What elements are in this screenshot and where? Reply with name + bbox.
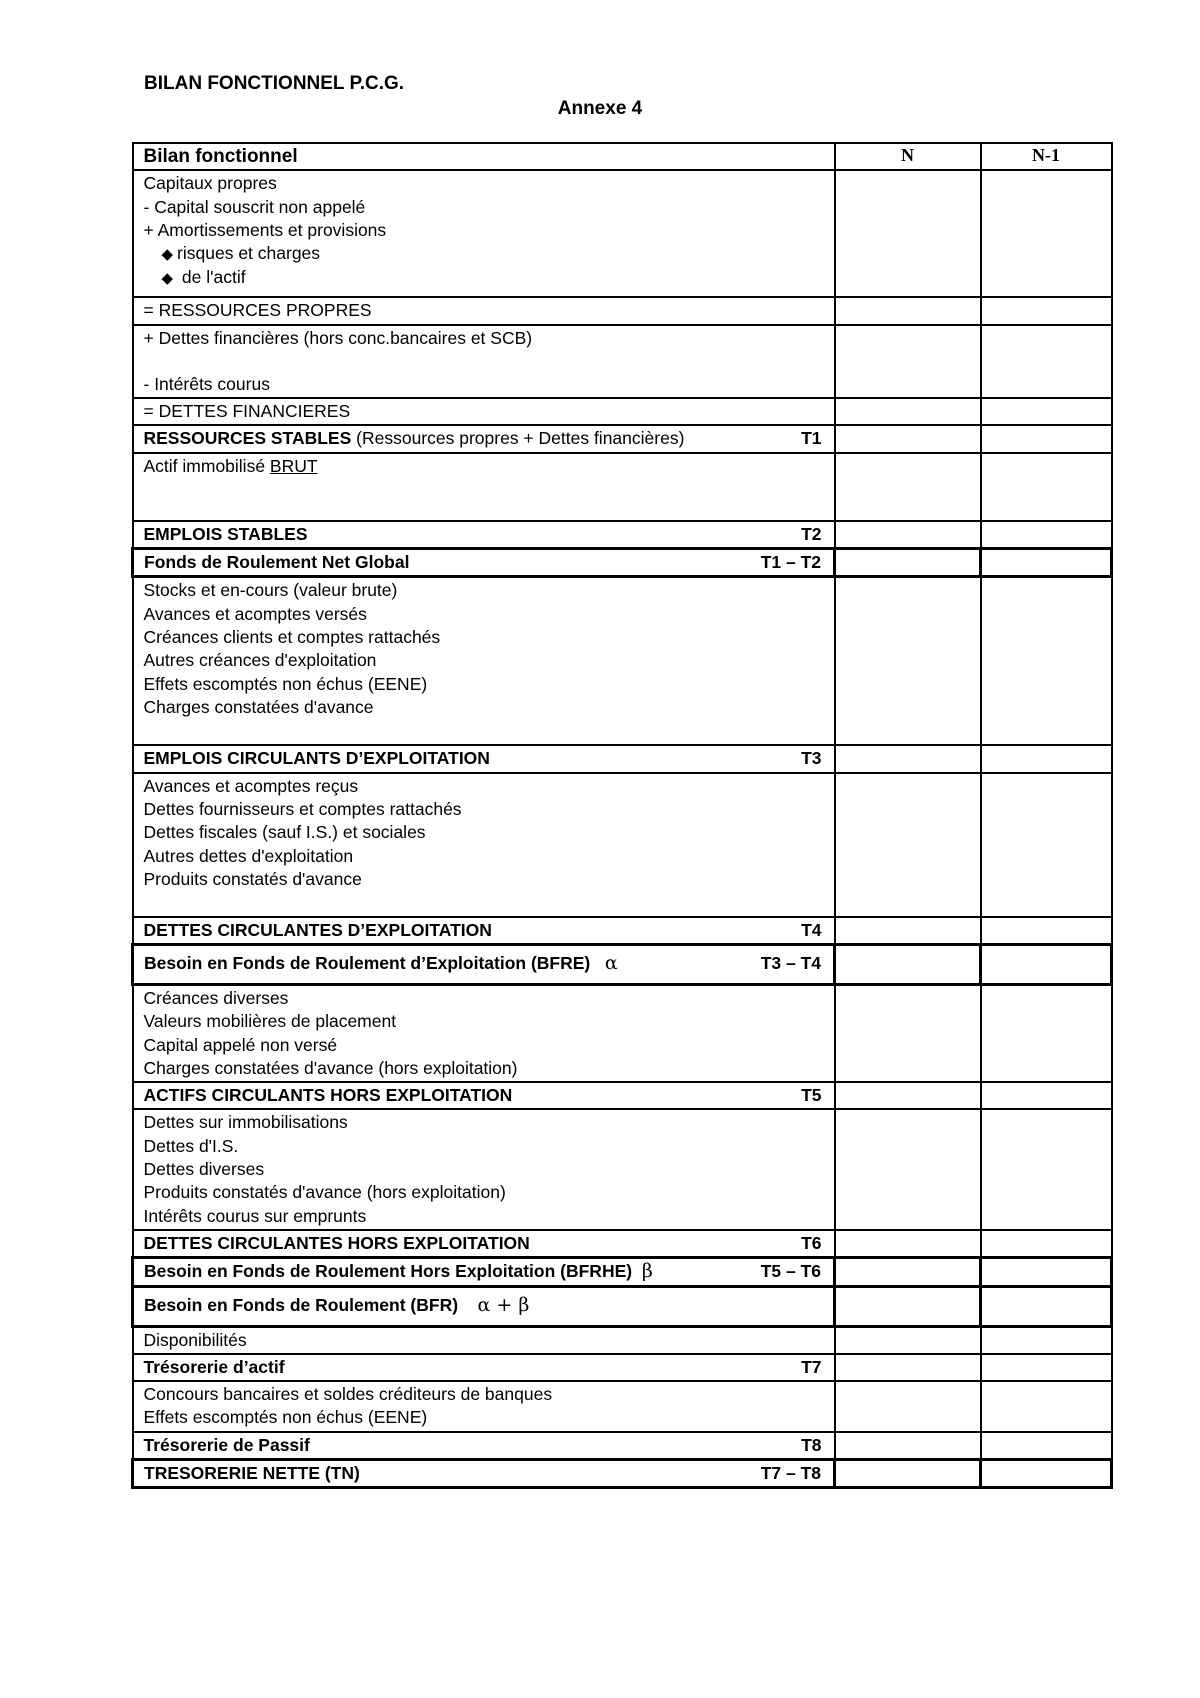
list-item: + Amortissements et provisions [143, 219, 387, 240]
value-cell-n[interactable] [835, 773, 981, 917]
list-item: Produits constatés d'avance [143, 868, 362, 889]
dettes-circulantes-title: DETTES CIRCULANTES D’EXPLOITATION [143, 919, 492, 940]
value-cell-n[interactable] [835, 549, 981, 577]
list-item: Produits constatés d'avance (hors exploitation) [143, 1182, 506, 1203]
list-item: Dettes diverses [143, 1159, 265, 1180]
dettes-circulantes-total-label [133, 917, 835, 945]
emplois-circulants-total-row [133, 745, 1112, 772]
value-cell-n1[interactable] [981, 917, 1112, 945]
disponibilites-row [133, 1326, 1112, 1354]
bfrhe-row [133, 1258, 1112, 1286]
tresorerie-passif-label [133, 1432, 835, 1460]
header-col-n: N [835, 143, 981, 170]
value-cell-n1[interactable] [981, 1109, 1112, 1229]
dettes-financieres-total-row [133, 398, 1112, 425]
emplois-stables-row [133, 521, 1112, 549]
actif-immobilise-brut: BRUT [269, 455, 318, 476]
value-cell-n[interactable] [835, 453, 981, 521]
bfrhe-label [133, 1258, 835, 1286]
emplois-circulants-title: EMPLOIS CIRCULANTS D’EXPLOITATION [143, 748, 490, 769]
list-item: Autres créances d'exploitation [143, 650, 377, 671]
tresorerie-actif-row [133, 1354, 1112, 1381]
alpha-symbol: α [604, 951, 618, 974]
dettes-financieres-block-row [133, 325, 1112, 399]
tresorerie-nette-title: TRESORERIE NETTE (TN) [144, 1463, 360, 1484]
emplois-stables-title: EMPLOIS STABLES [143, 523, 308, 544]
list-item: Autres dettes d'exploitation [143, 845, 354, 866]
list-item: Concours bancaires et soldes créditeurs de banques [143, 1384, 553, 1405]
value-cell-n[interactable] [835, 1109, 981, 1229]
capitaux-block-row [133, 170, 1112, 297]
value-cell-n[interactable] [835, 521, 981, 549]
concours-block-row [133, 1381, 1112, 1432]
value-cell-n1[interactable] [981, 745, 1112, 772]
ressources-propres-label: = RESSOURCES PROPRES [133, 297, 835, 324]
actifs-he-title: ACTIFS CIRCULANTS HORS EXPLOITATION [143, 1085, 513, 1106]
value-cell-n1[interactable] [981, 1258, 1112, 1286]
list-item: - Capital souscrit non appelé [143, 196, 366, 217]
list-item: Créances diverses [143, 987, 289, 1008]
tresorerie-actif-title: Trésorerie d’actif [143, 1356, 285, 1377]
list-item: Stocks et en-cours (valeur brute) [143, 580, 398, 601]
value-cell-n1[interactable] [981, 1286, 1112, 1326]
tresorerie-nette-label [133, 1460, 835, 1488]
list-item: Capitaux propres [143, 173, 277, 194]
value-cell-n1[interactable] [981, 1230, 1112, 1258]
value-cell-n[interactable] [835, 325, 981, 399]
tresorerie-passif-title: Trésorerie de Passif [143, 1434, 310, 1455]
dettes-he-title: DETTES CIRCULANTES HORS EXPLOITATION [143, 1232, 530, 1253]
dettes-he-total-row [133, 1230, 1112, 1258]
list-item [144, 242, 834, 266]
list-item-text: risques et charges [177, 243, 321, 264]
total-code: T3 [801, 748, 822, 769]
dettes-circulantes-block-row [133, 773, 1112, 917]
frng-row [133, 549, 1112, 577]
diamond-bullet-icon: ◆ [161, 246, 174, 264]
list-item: Effets escomptés non échus (EENE) [143, 1407, 428, 1428]
frng-label [133, 549, 835, 577]
ressources-stables-title: RESSOURCES STABLES [143, 428, 352, 449]
actif-immobilise-row [133, 453, 1112, 521]
value-cell-n1[interactable] [981, 1432, 1112, 1460]
total-code: T1 [801, 428, 822, 449]
total-code: T7 [801, 1356, 822, 1377]
tresorerie-nette-row [133, 1460, 1112, 1488]
emplois-circulants-block-row [133, 577, 1112, 746]
value-cell-n1[interactable] [981, 297, 1112, 324]
value-cell-n[interactable] [835, 1326, 981, 1354]
total-code: T8 [801, 1434, 822, 1455]
list-item [144, 266, 834, 290]
list-item: Dettes d'I.S. [143, 1135, 239, 1156]
total-code: T2 [801, 523, 822, 544]
diamond-bullet-icon: ◆ [161, 270, 174, 288]
list-item: Effets escomptés non échus (EENE) [143, 673, 428, 694]
capitaux-block [133, 170, 835, 297]
value-cell-n[interactable] [835, 1230, 981, 1258]
bilan-table [131, 142, 1113, 1489]
dettes-financieres-block [133, 325, 835, 399]
header-label: Bilan fonctionnel [133, 143, 835, 170]
dettes-circulantes-block [133, 773, 835, 917]
dettes-circulantes-total-row [133, 917, 1112, 945]
value-cell-n1[interactable] [981, 1082, 1112, 1109]
total-code: T5 [801, 1085, 822, 1106]
value-cell-n[interactable] [835, 170, 981, 297]
list-item: Créances clients et comptes rattachés [143, 626, 441, 647]
value-cell-n[interactable] [835, 917, 981, 945]
list-item: Dettes fournisseurs et comptes rattachés [143, 798, 462, 819]
total-code: T6 [801, 1232, 822, 1253]
alpha-beta-symbol: α + β [477, 1293, 530, 1316]
dettes-he-block [133, 1109, 835, 1229]
actif-immobilise-text: Actif immobilisé [143, 455, 270, 476]
concours-block [133, 1381, 835, 1432]
value-cell-n1[interactable] [981, 1354, 1112, 1381]
value-cell-n[interactable] [835, 577, 981, 746]
total-code: T3 – T4 [760, 952, 821, 973]
value-cell-n1[interactable] [981, 1381, 1112, 1432]
tresorerie-passif-row [133, 1432, 1112, 1460]
total-code: T7 – T8 [760, 1463, 821, 1484]
value-cell-n[interactable] [835, 984, 981, 1082]
bfre-title: Besoin en Fonds de Roulement d’Exploitation (BFRE) [144, 952, 591, 973]
bfr-label [133, 1286, 835, 1326]
list-item: Dettes sur immobilisations [143, 1112, 348, 1133]
value-cell-n1[interactable] [981, 984, 1112, 1082]
value-cell-n[interactable] [835, 1381, 981, 1432]
value-cell-n[interactable] [835, 1082, 981, 1109]
list-item: Capital appelé non versé [143, 1034, 338, 1055]
value-cell-n[interactable] [835, 398, 981, 425]
actifs-he-block-row [133, 984, 1112, 1082]
list-item: Avances et acomptes versés [143, 603, 367, 624]
list-item: Charges constatées d'avance [143, 696, 374, 717]
list-item: - Intérêts courus [143, 373, 270, 394]
emplois-circulants-block [133, 577, 835, 746]
bfr-title: Besoin en Fonds de Roulement (BFR) [144, 1294, 459, 1315]
header-col-n1: N-1 [981, 143, 1112, 170]
value-cell-n[interactable] [835, 425, 981, 452]
total-code: T4 [801, 919, 822, 940]
actif-immobilise-label [133, 453, 835, 521]
total-code: T1 – T2 [760, 552, 821, 573]
value-cell-n1[interactable] [981, 398, 1112, 425]
value-cell-n1[interactable] [981, 1326, 1112, 1354]
value-cell-n1[interactable] [981, 773, 1112, 917]
value-cell-n[interactable] [835, 1286, 981, 1326]
emplois-stables-label [133, 521, 835, 549]
value-cell-n1[interactable] [981, 1460, 1112, 1488]
value-cell-n[interactable] [835, 944, 981, 984]
value-cell-n[interactable] [835, 297, 981, 324]
list-item-text: de l'actif [181, 267, 246, 288]
list-item: Charges constatées d'avance (hors exploitation) [143, 1057, 518, 1078]
value-cell-n1[interactable] [981, 577, 1112, 746]
dettes-financieres-total-label: = DETTES FINANCIERES [133, 398, 835, 425]
ressources-stables-label [133, 425, 835, 452]
dettes-he-total-label [133, 1230, 835, 1258]
actifs-he-total-label [133, 1082, 835, 1109]
value-cell-n1[interactable] [981, 425, 1112, 452]
list-item: + Dettes financières (hors conc.bancaires et SCB) [143, 327, 533, 348]
value-cell-n1[interactable] [981, 944, 1112, 984]
bfr-row [133, 1286, 1112, 1326]
disponibilites-label: Disponibilités [133, 1326, 835, 1354]
bfre-row [133, 944, 1112, 984]
ressources-stables-row [133, 425, 1112, 452]
ressources-propres-row [133, 297, 1112, 324]
value-cell-n[interactable] [835, 1432, 981, 1460]
list-item: Avances et acomptes reçus [143, 775, 359, 796]
bfre-label [133, 944, 835, 984]
frng-title: Fonds de Roulement Net Global [144, 552, 410, 573]
header-row [133, 143, 1112, 170]
value-cell-n1[interactable] [981, 549, 1112, 577]
value-cell-n1[interactable] [981, 521, 1112, 549]
dettes-he-block-row [133, 1109, 1112, 1229]
value-cell-n[interactable] [835, 1460, 981, 1488]
bfrhe-title: Besoin en Fonds de Roulement Hors Exploitation (BFRHE) [144, 1261, 633, 1282]
actifs-he-total-row [133, 1082, 1112, 1109]
list-item: Intérêts courus sur emprunts [143, 1205, 367, 1226]
value-cell-n[interactable] [835, 745, 981, 772]
emplois-circulants-total-label [133, 745, 835, 772]
tresorerie-actif-label [133, 1354, 835, 1381]
document-title: BILAN FONCTIONNEL P.C.G. [144, 73, 405, 94]
annexe-label: Annexe 4 [557, 98, 643, 119]
ressources-stables-detail: (Ressources propres + Dettes financières) [356, 428, 685, 449]
actifs-he-block [133, 984, 835, 1082]
value-cell-n1[interactable] [981, 453, 1112, 521]
total-code: T5 – T6 [760, 1261, 821, 1282]
value-cell-n[interactable] [835, 1354, 981, 1381]
list-item: Dettes fiscales (sauf I.S.) et sociales [143, 822, 426, 843]
list-item: Valeurs mobilières de placement [143, 1011, 397, 1032]
value-cell-n1[interactable] [981, 170, 1112, 297]
value-cell-n[interactable] [835, 1258, 981, 1286]
beta-symbol: β [641, 1260, 653, 1283]
value-cell-n1[interactable] [981, 325, 1112, 399]
